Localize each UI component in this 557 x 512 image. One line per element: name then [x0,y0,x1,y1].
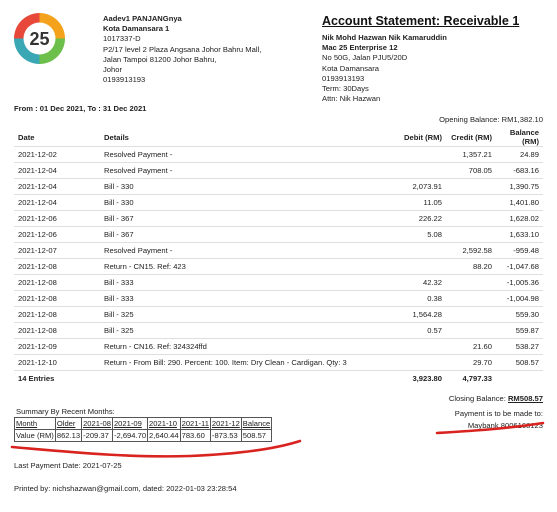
summary-value-cell: Value (RM) [16,431,54,440]
summary-header-cell [241,418,271,430]
summary-value-cell: 508.57 [241,430,271,442]
payment-instructions [455,408,543,432]
customer-address-2: Kota Damansara [322,63,379,73]
customer-name: Nik Mohd Hazwan Nik Kamaruddin [322,33,447,42]
customer-attn: Attn: Nik Hazwan [322,94,381,104]
summary-header-cell [15,418,56,430]
cell-details: Bill - 330 [100,195,383,211]
cell-debit: 1,564.28 [383,307,446,323]
customer-address-1: No 50G, Jalan PJU5/20D [322,53,408,63]
cell-details: Bill - 333 [100,291,383,307]
cell-balance: 1,633.10 [496,227,543,243]
table-row [14,307,543,323]
cell-debit: 5.08 [383,227,446,243]
summary-value-row [15,430,272,442]
cell-debit [383,355,446,371]
cell-debit [383,259,446,275]
last-payment-date: Last Payment Date: 2021-07-25 [14,461,122,470]
customer-term: Term: 30Days [322,84,369,94]
company-address-2: Jalan Tampoi 81200 Johor Bahru, [103,54,217,64]
statement-period: From : 01 Dec 2021, To : 31 Dec 2021 [14,104,147,113]
table-row [14,355,543,371]
cell-date: 2021-12-06 [14,211,100,227]
customer-company: Mac 25 Enterprise 12 [322,43,398,53]
header-credit: Credit (RM) [451,132,492,142]
company-address-3: Johor [103,65,122,75]
cell-details: Bill - 333 [100,275,383,291]
summary-header-cell [210,418,241,430]
cell-date: 2021-12-08 [14,291,100,307]
cell-credit [446,291,496,307]
cell-credit: 88.20 [446,259,496,275]
cell-credit: 1,357.21 [446,147,496,163]
table-header-row [14,128,543,147]
summary-value-cell: 783.60 [180,430,210,442]
cell-credit: 29.70 [446,355,496,371]
cell-date: 2021-12-04 [14,163,100,179]
summary-table [14,417,272,442]
summary-header-row [15,418,272,430]
cell-date: 2021-12-09 [14,339,100,355]
cell-date: 2021-12-10 [14,355,100,371]
cell-balance: 1,390.75 [496,179,543,195]
cell-date: 2021-12-08 [14,323,100,339]
cell-debit: 0.38 [383,291,446,307]
cell-credit: 21.60 [446,339,496,355]
summary-value-cell: 2,640.44 [149,431,179,440]
summary-value-cell: -873.53 [210,430,241,442]
table-row [14,339,543,355]
cell-debit [383,147,446,163]
company-address-1: P2/17 level 2 Plaza Angsana Johor Bahru Mall, [103,44,262,54]
cell-debit [383,339,446,355]
closing-balance [449,394,543,403]
cell-debit [383,243,446,259]
cell-credit: 708.05 [446,163,496,179]
summary-header-text: Month [16,419,38,428]
header-details: Details [104,132,129,142]
summary-header-cell [180,418,210,430]
cell-date: 2021-12-07 [14,243,100,259]
cell-credit [446,323,496,339]
logo-text: 25 [29,29,50,49]
total-credit: 4,797.33 [446,371,496,387]
customer-phone: 0193913193 [322,73,365,83]
table-row [14,323,543,339]
cell-credit [446,211,496,227]
cell-balance: -1,004.98 [496,291,543,307]
cell-details: Resolved Payment - [100,147,383,163]
summary-header-text: Balance [242,419,271,428]
summary-header-cell [148,418,181,430]
cell-credit [446,307,496,323]
company-info [103,14,261,85]
cell-details: Bill - 367 [100,227,383,243]
summary-value-cell: 862.13 [56,431,81,440]
printed-by: Printed by: nichshazwan@gmail.com, dated: 2022-01-03 23:28:54 [14,484,237,493]
summary-title: Summary By Recent Months: [16,407,115,416]
red-underline-summary [12,441,300,456]
company-reg: 1017337-D [103,34,141,44]
cell-credit [446,227,496,243]
cell-date: 2021-12-04 [14,195,100,211]
table-row [14,147,543,163]
total-debit: 3,923.80 [383,371,446,387]
cell-details: Resolved Payment - [100,163,383,179]
cell-details: Bill - 325 [100,307,383,323]
statement-table [14,128,543,387]
customer-info [322,33,447,104]
table-row [14,243,543,259]
table-row [14,291,543,307]
table-row [14,259,543,275]
closing-amount: RM508.57 [507,394,543,403]
cell-balance: -1,047.68 [496,259,543,275]
header-balance: Balance (RM) [509,128,539,146]
payment-line-1: Payment is to be made to: [454,409,543,418]
cell-balance: 559.87 [496,323,543,339]
table-row [14,195,543,211]
table-row [14,211,543,227]
cell-balance: -959.48 [496,243,543,259]
total-balance-empty [496,371,543,387]
cell-balance: -1,005.36 [496,275,543,291]
cell-debit [383,163,446,179]
table-row [14,275,543,291]
summary-header-cell [82,418,113,430]
summary-value-cell: -209.37 [82,430,113,442]
summary-header-text: 2021-09 [113,419,142,428]
cell-details: Return - CN15. Ref: 423 [100,259,383,275]
cell-date: 2021-12-02 [14,147,100,163]
cell-debit: 11.05 [383,195,446,211]
cell-date: 2021-12-06 [14,227,100,243]
cell-date: 2021-12-08 [14,275,100,291]
cell-credit: 2,592.58 [446,243,496,259]
table-row [14,163,543,179]
total-entries: 14 Entries [14,371,100,387]
cell-debit: 42.32 [383,275,446,291]
cell-date: 2021-12-08 [14,307,100,323]
opening-balance: Opening Balance: RM1,382.10 [439,115,543,124]
cell-details: Bill - 325 [100,323,383,339]
cell-balance: 1,628.02 [496,211,543,227]
company-phone: 0193913193 [103,75,146,85]
cell-date: 2021-12-08 [14,259,100,275]
summary-header-text: 2021-10 [149,419,177,428]
cell-details: Bill - 367 [100,211,383,227]
payment-line-2: Maybank 8006168123 [467,421,543,430]
cell-details: Return - CN16. Ref: 324324ffd [100,339,383,355]
header-date: Date [18,132,35,142]
summary-value-cell: -2,694.70 [113,431,147,440]
cell-balance: 1,401.80 [496,195,543,211]
cell-debit: 0.57 [383,323,446,339]
summary-header-text: 2021-11 [181,419,209,428]
cell-balance: 538.27 [496,339,543,355]
cell-credit [446,179,496,195]
summary-header-cell [55,418,81,430]
summary-header-text: 2021-08 [83,419,111,428]
cell-debit: 226.22 [383,211,446,227]
cell-credit [446,275,496,291]
statement-title: Account Statement: Receivable 1 [322,14,520,28]
closing-label: Closing Balance: [448,394,508,403]
summary-header-cell [112,418,147,430]
cell-debit: 2,073.91 [383,179,446,195]
table-row [14,179,543,195]
cell-details: Bill - 330 [100,179,383,195]
company-branch: Kota Damansara 1 [103,24,170,34]
cell-balance: 24.89 [496,147,543,163]
cell-details: Resolved Payment - [100,243,383,259]
cell-balance: -683.16 [496,163,543,179]
summary-header-text: Older [56,419,76,428]
summary-header-text: 2021-12 [211,419,240,428]
cell-credit [446,195,496,211]
table-total-row [14,371,543,387]
header-debit: Debit (RM) [404,132,442,142]
cell-balance: 559.30 [496,307,543,323]
total-spacer [100,371,383,387]
company-name: Aadev1 PANJANGnya [103,14,182,23]
table-row [14,227,543,243]
company-logo [14,13,65,64]
cell-balance: 508.57 [496,355,543,371]
cell-date: 2021-12-04 [14,179,100,195]
cell-details: Return - From Bill: 290. Percent: 100. Item: Dry Clean - Cardigan. Qty: 3 [100,355,383,371]
